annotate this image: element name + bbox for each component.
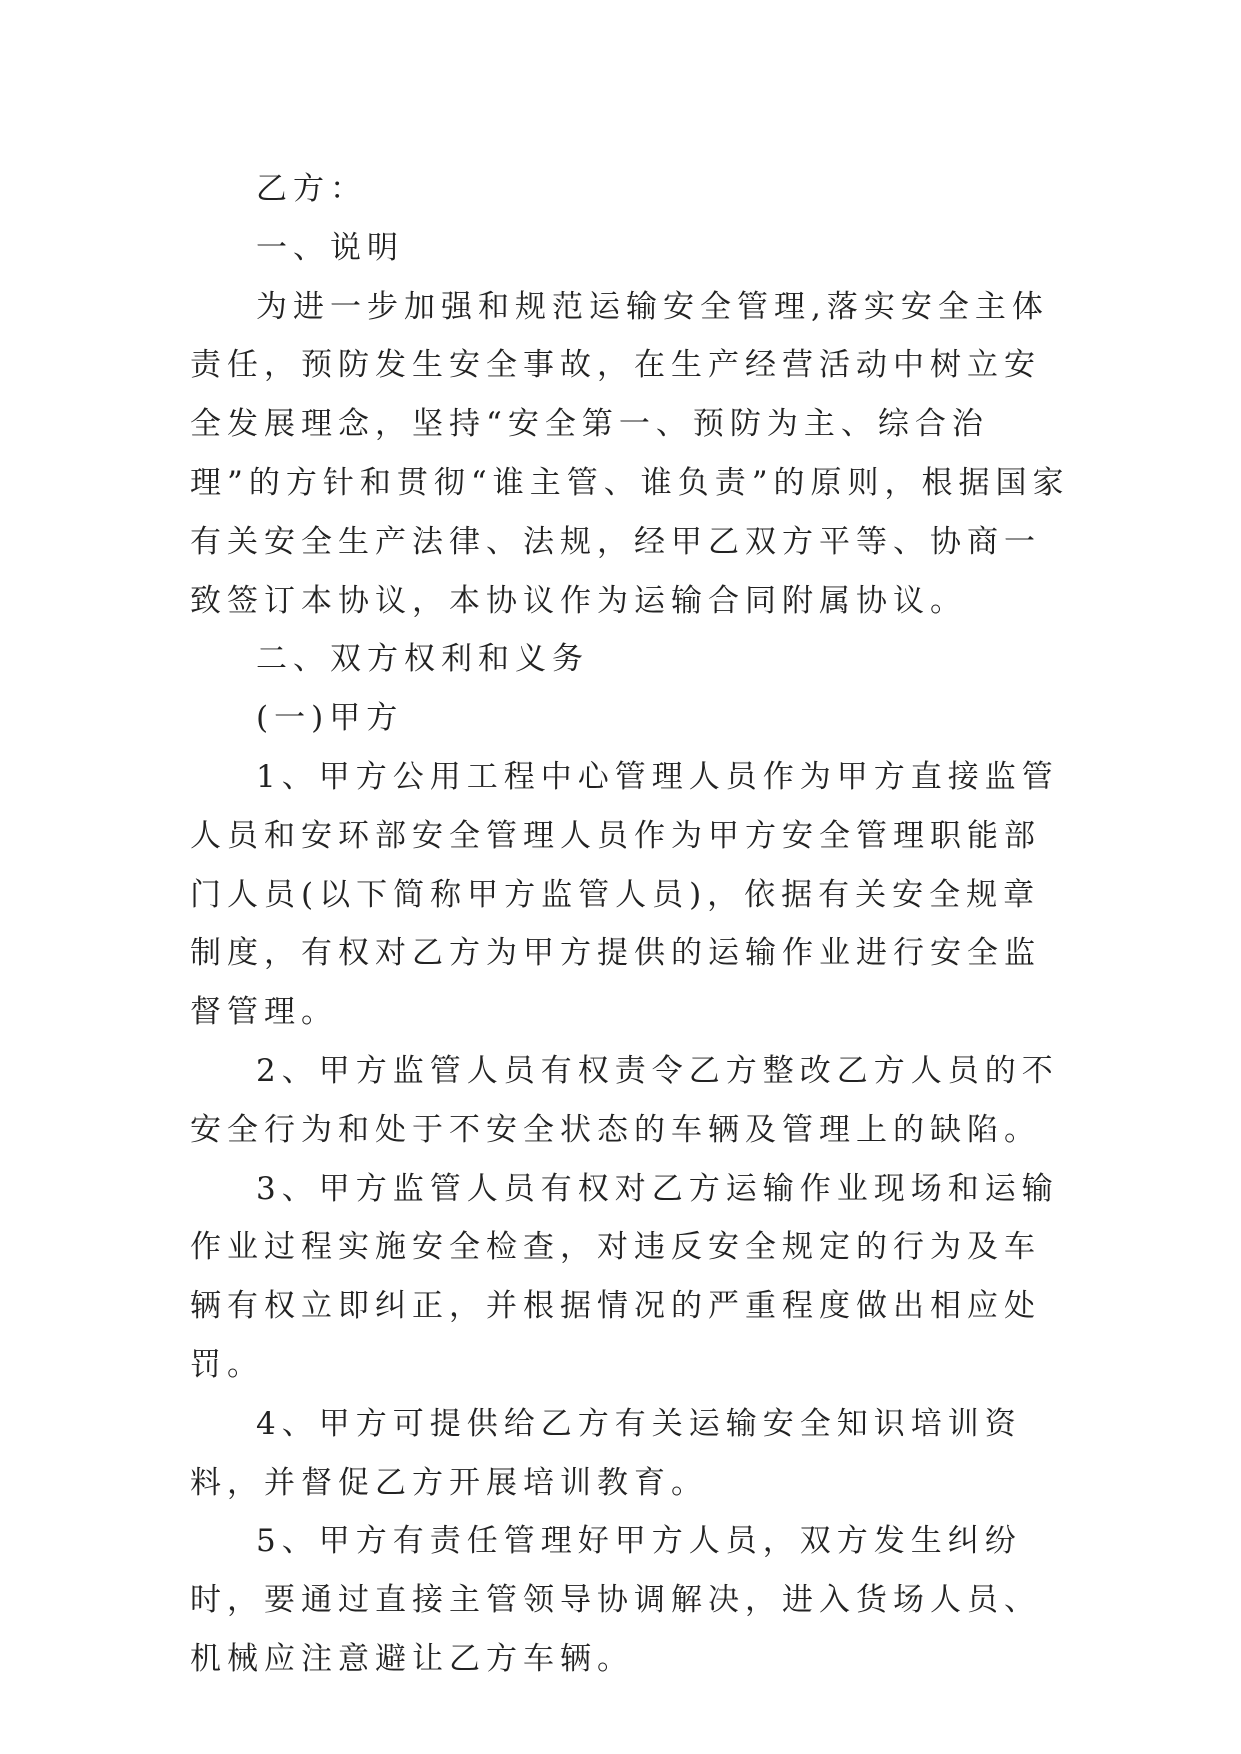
explanation-paragraph: 为进一步加强和规范运输安全管理,落实安全主体责任，预防发生安全事故，在生产经营活动中树立安全发展理念，坚持“安全第一、预防为主、综合治理”的方针和贯彻“谁主管、谁负责”的原则，根据国家有关安全生产法律、法规，经甲乙双方平等、协商一致签订本协议，本协议作为运输合同附属协议。 xyxy=(190,288,1070,619)
party-b-line: 乙方： xyxy=(256,171,367,207)
section-heading-explanation: 一、说明 xyxy=(256,229,404,266)
clause-item-1: 1、甲方公用工程中心管理人员作为甲方直接监管人员和安环部安全管理人员作为甲方安全管理职能部门人员(以下简称甲方监管人员)，依据有关安全规章制度，有权对乙方为甲方提供的运输作业进行安全监督管理。 xyxy=(190,758,1059,1031)
clause-item-3: 3、甲方监管人员有权对乙方运输作业现场和运输作业过程实施安全检查，对违反安全规定的行为及车辆有权立即纠正，并根据情况的严重程度做出相应处罚。 xyxy=(190,1170,1059,1383)
section-heading-rights-obligations: 二、双方权利和义务 xyxy=(256,641,589,678)
subsection-heading-party-a: (一)甲方 xyxy=(256,700,404,737)
document-body xyxy=(190,160,1070,1689)
clause-item-4: 4、甲方可提供给乙方有关运输安全知识培训资料，并督促乙方开展培训教育。 xyxy=(190,1405,1022,1501)
clause-item-2: 2、甲方监管人员有权责令乙方整改乙方人员的不安全行为和处于不安全状态的车辆及管理上的缺陷。 xyxy=(190,1052,1059,1148)
clause-item-5: 5、甲方有责任管理好甲方人员，双方发生纠纷时，要通过直接主管领导协调解决，进入货场人员、机械应注意避让乙方车辆。 xyxy=(190,1523,1041,1677)
